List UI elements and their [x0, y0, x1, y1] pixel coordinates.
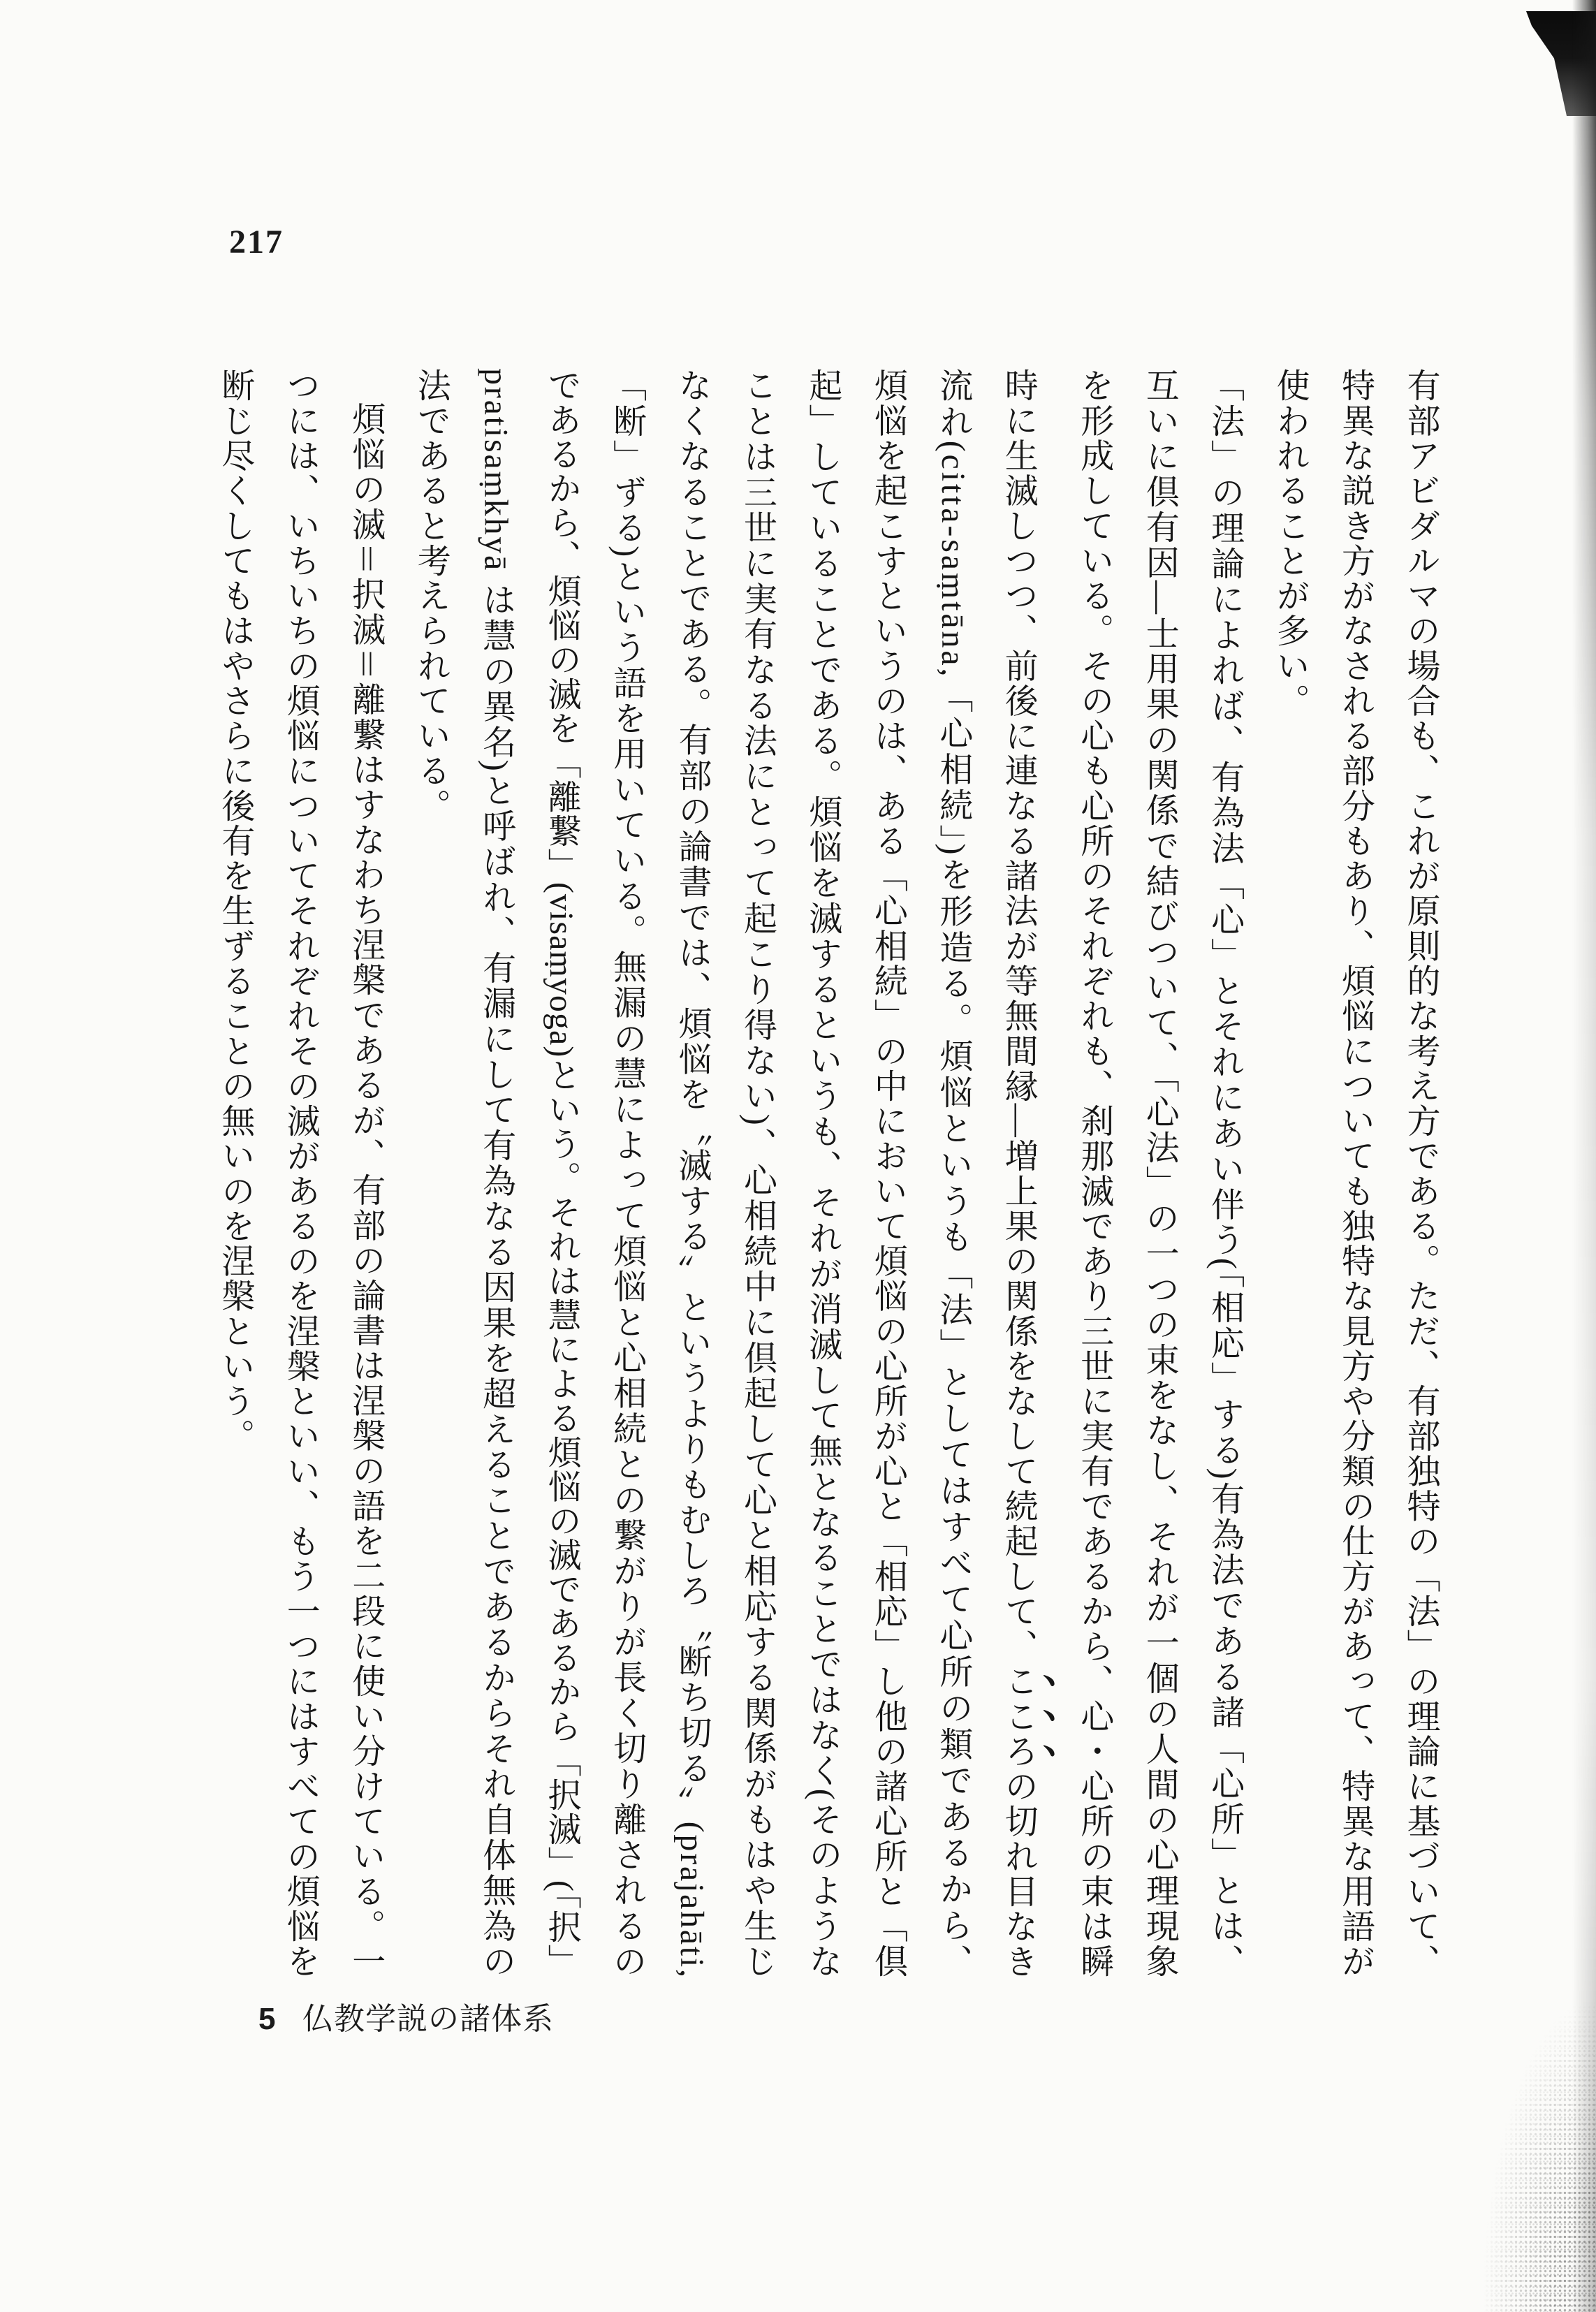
chapter-number: 5: [258, 2002, 276, 2036]
text-segment: の切れ目なき: [1000, 1769, 1037, 1980]
text-column: [855, 368, 920, 1980]
paragraph: [202, 368, 397, 1980]
text-column: [789, 368, 854, 1980]
text-column: [1127, 368, 1192, 1980]
text-line: 法であると考えられている。: [412, 368, 450, 824]
text-line: ことは三世に実有なる法にとって起こり得ない)、心相続中に倶起して心と相応する関係がもはや生じ: [738, 368, 776, 1980]
text-column: [920, 368, 985, 1980]
text-line: 特異な説き方がなされる部分もあり、煩悩についても独特な見方や分類の仕方があって、特異な用語が: [1336, 368, 1374, 1980]
text-column: [1061, 368, 1126, 1980]
text-column: [659, 368, 724, 1980]
text-column: [1322, 368, 1387, 1980]
text-line: なくなることである。有部の論書では、煩悩を〝滅する〟というよりもむしろ〝断ち切る〟(prajahāti,: [673, 368, 711, 1980]
text-line: 断じ尽くしてもはやさらに後有を生ずることの無いのを涅槃という。: [216, 368, 254, 1454]
text-column: [594, 368, 659, 1980]
binding-shadow-edge: [1572, 0, 1596, 2312]
text-line: 互いに倶有因―士用果の関係で結びついて、「心法」の一つの束をなし、それが一個の人間の心理現象: [1141, 368, 1178, 1980]
text-line: つには、いちいちの煩悩についてそれぞれその滅があるのを涅槃といい、もう一つにはすべての煩悩を: [281, 368, 319, 1980]
text-column: [529, 368, 594, 1977]
text-line: 起」していることである。煩悩を滅するというも、それが消滅して無となることではなく(そのような: [803, 368, 841, 1980]
emphasized-text: こころ: [1000, 1663, 1037, 1769]
text-column: [1257, 368, 1322, 1977]
text-column: [463, 368, 528, 1980]
text-column: [1192, 368, 1257, 1980]
text-column: [202, 368, 267, 1977]
text-line: であるから、煩悩の滅を「離繋」(visaṃyoga)という。それは慧による煩悩の滅であるから「択滅」(「択」: [543, 368, 580, 1979]
text-segment: 時に生滅しつつ、前後に連なる諸法が等無間縁―増上果の関係をなして続起して、: [1000, 368, 1037, 1664]
text-line: 有部アビダルマの場合も、これが原則的な考え方である。ただ、有部独特の「法」の理論に基づいて、: [1402, 368, 1439, 1980]
text-line: [1000, 368, 1037, 1979]
text-line: 煩悩の滅＝択滅＝離繋はすなわち涅槃であるが、有部の論書は涅槃の語を二段に使い分けている。一: [346, 402, 384, 1980]
text-line: 流れ(citta-saṃtāna,「心相続」)を形造る。煩悩というも「法」としてはすべて心所の類であるから、: [934, 368, 972, 1980]
chapter-title: 仏教学説の諸体系: [302, 2002, 554, 2036]
running-footer: [258, 2000, 554, 2039]
text-column: [986, 368, 1061, 1980]
text-line: 「断」ずる)という語を用いている。無漏の慧によって煩悩と心相続との繋がりが長く切り離されるの: [608, 368, 645, 1980]
text-line: 煩悩を起こすというのは、ある「心相続」の中において煩悩の心所が心と「相応」し他の諸心所と「倶: [869, 368, 907, 1980]
page-number: 217: [229, 224, 284, 261]
body-text: [212, 368, 1453, 1980]
text-column: [332, 368, 397, 1980]
paragraph: [398, 368, 1257, 1980]
text-line: を形成している。その心も心所のそれぞれも、刹那滅であり三世に実有であるから、心・心所の束は瞬: [1075, 368, 1113, 1980]
text-line: 使われることが多い。: [1271, 368, 1309, 719]
text-line: 「法」の理論によれば、有為法「心」とそれにあい伴う(「相応」する)有為法である諸「心所」とは、: [1206, 368, 1243, 1980]
text-column: [724, 368, 789, 1980]
text-line: pratisaṃkhyā は慧の異名)と呼ばれ、有漏にして有為なる因果を超えることであるからそれ自体無為の: [477, 368, 515, 1980]
text-column: [1388, 368, 1453, 1980]
scan-speckle: [1484, 2005, 1596, 2312]
paragraph: [1257, 368, 1453, 1980]
text-column: [268, 368, 332, 1980]
text-column: [398, 368, 463, 1977]
